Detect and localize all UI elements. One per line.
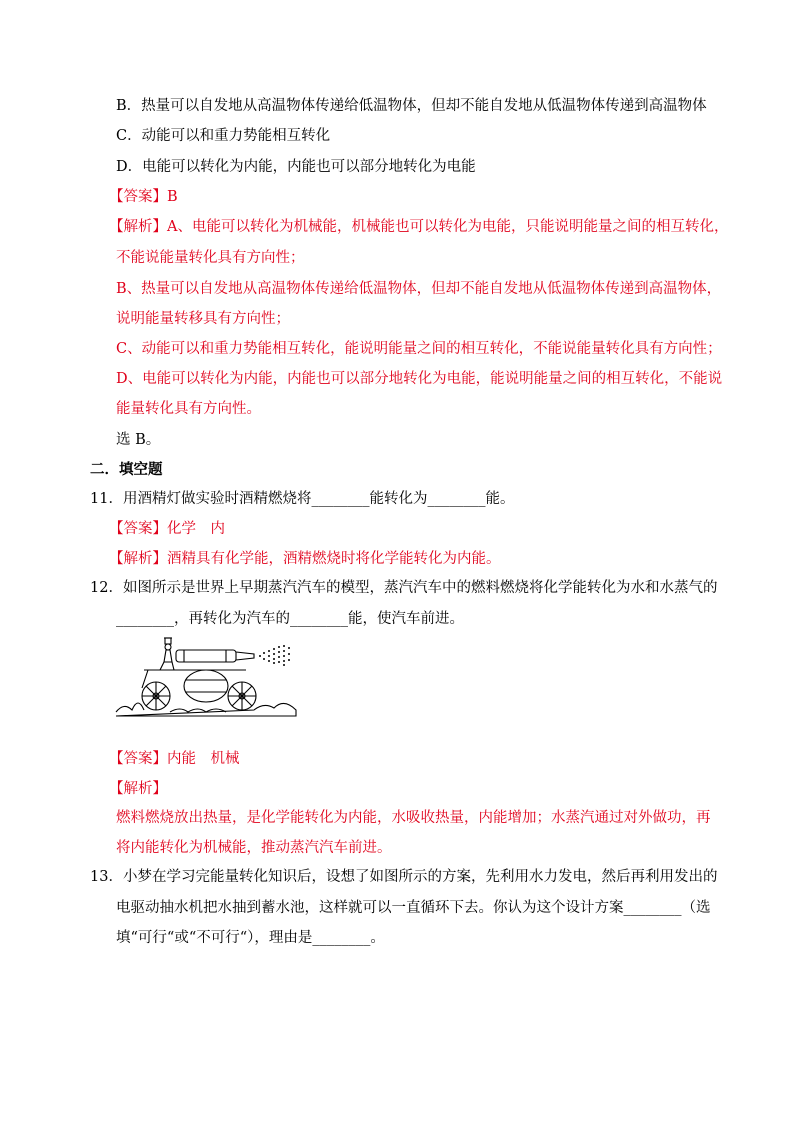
steam-car-figure — [114, 636, 298, 720]
answer: 【答案】内能 机械 — [109, 751, 240, 767]
analysis-line: B、热量可以自发地从高温物体传递给低温物体，但却不能自发地从低温物体传递到高温物体， — [116, 281, 722, 297]
analysis-line: 将内能转化为机械能，推动蒸汽汽车前进。 — [116, 840, 392, 856]
analysis-line: 不能说能量转化具有方向性； — [116, 250, 305, 266]
section-heading: 二．填空题 — [90, 461, 163, 478]
question-stem: 12．如图所示是世界上早期蒸汽汽车的模型，蒸汽汽车中的燃料燃烧将化学能转化为水和水蒸气的 — [90, 580, 718, 596]
question-stem: 13．小梦在学习完能量转化知识后，设想了如图所示的方案，先利用水力发电，然后再利用发出的 — [90, 869, 718, 885]
analysis-line: D、电能可以转化为内能，内能也可以部分地转化为电能，能说明能量之间的相互转化，不能说 — [116, 371, 723, 387]
question-stem: 填“可行“或“不可行“），理由是________。 — [116, 930, 385, 946]
answer: 【答案】B — [109, 189, 178, 205]
answer: 【答案】化学 内 — [109, 521, 225, 537]
option-c: C．动能可以和重力势能相互转化 — [116, 128, 331, 144]
question-stem: ________，再转化为汽车的________能，使汽车前进。 — [116, 611, 464, 627]
analysis-line: 【解析】酒精具有化学能，酒精燃烧时将化学能转化为内能。 — [109, 551, 501, 567]
analysis-label: 【解析】 — [109, 781, 167, 797]
option-b: B．热量可以自发地从高温物体传递给低温物体，但却不能自发地从低温物体传递到高温物体 — [116, 98, 707, 114]
analysis-line: 能量转化具有方向性。 — [116, 401, 261, 417]
question-stem: 电驱动抽水机把水抽到蓄水池，这样就可以一直循环下去。你认为这个设计方案________（选 — [116, 900, 711, 916]
conclusion: 选 B。 — [116, 432, 161, 448]
question-stem: 11．用酒精灯做实验时酒精燃烧将________能转化为________能。 — [90, 491, 515, 507]
analysis-line: 【解析】A、电能可以转化为机械能，机械能也可以转化为电能，只能说明能量之间的相互转化， — [109, 219, 729, 235]
analysis-line: 说明能量转移具有方向性； — [116, 311, 290, 327]
analysis-line: C、动能可以和重力势能相互转化，能说明能量之间的相互转化，不能说能量转化具有方向性； — [116, 341, 722, 357]
option-d: D．电能可以转化为内能，内能也可以部分地转化为电能 — [116, 159, 476, 175]
analysis-line: 燃料燃烧放出热量，是化学能转化为内能，水吸收热量，内能增加；水蒸汽通过对外做功，再 — [116, 810, 711, 826]
